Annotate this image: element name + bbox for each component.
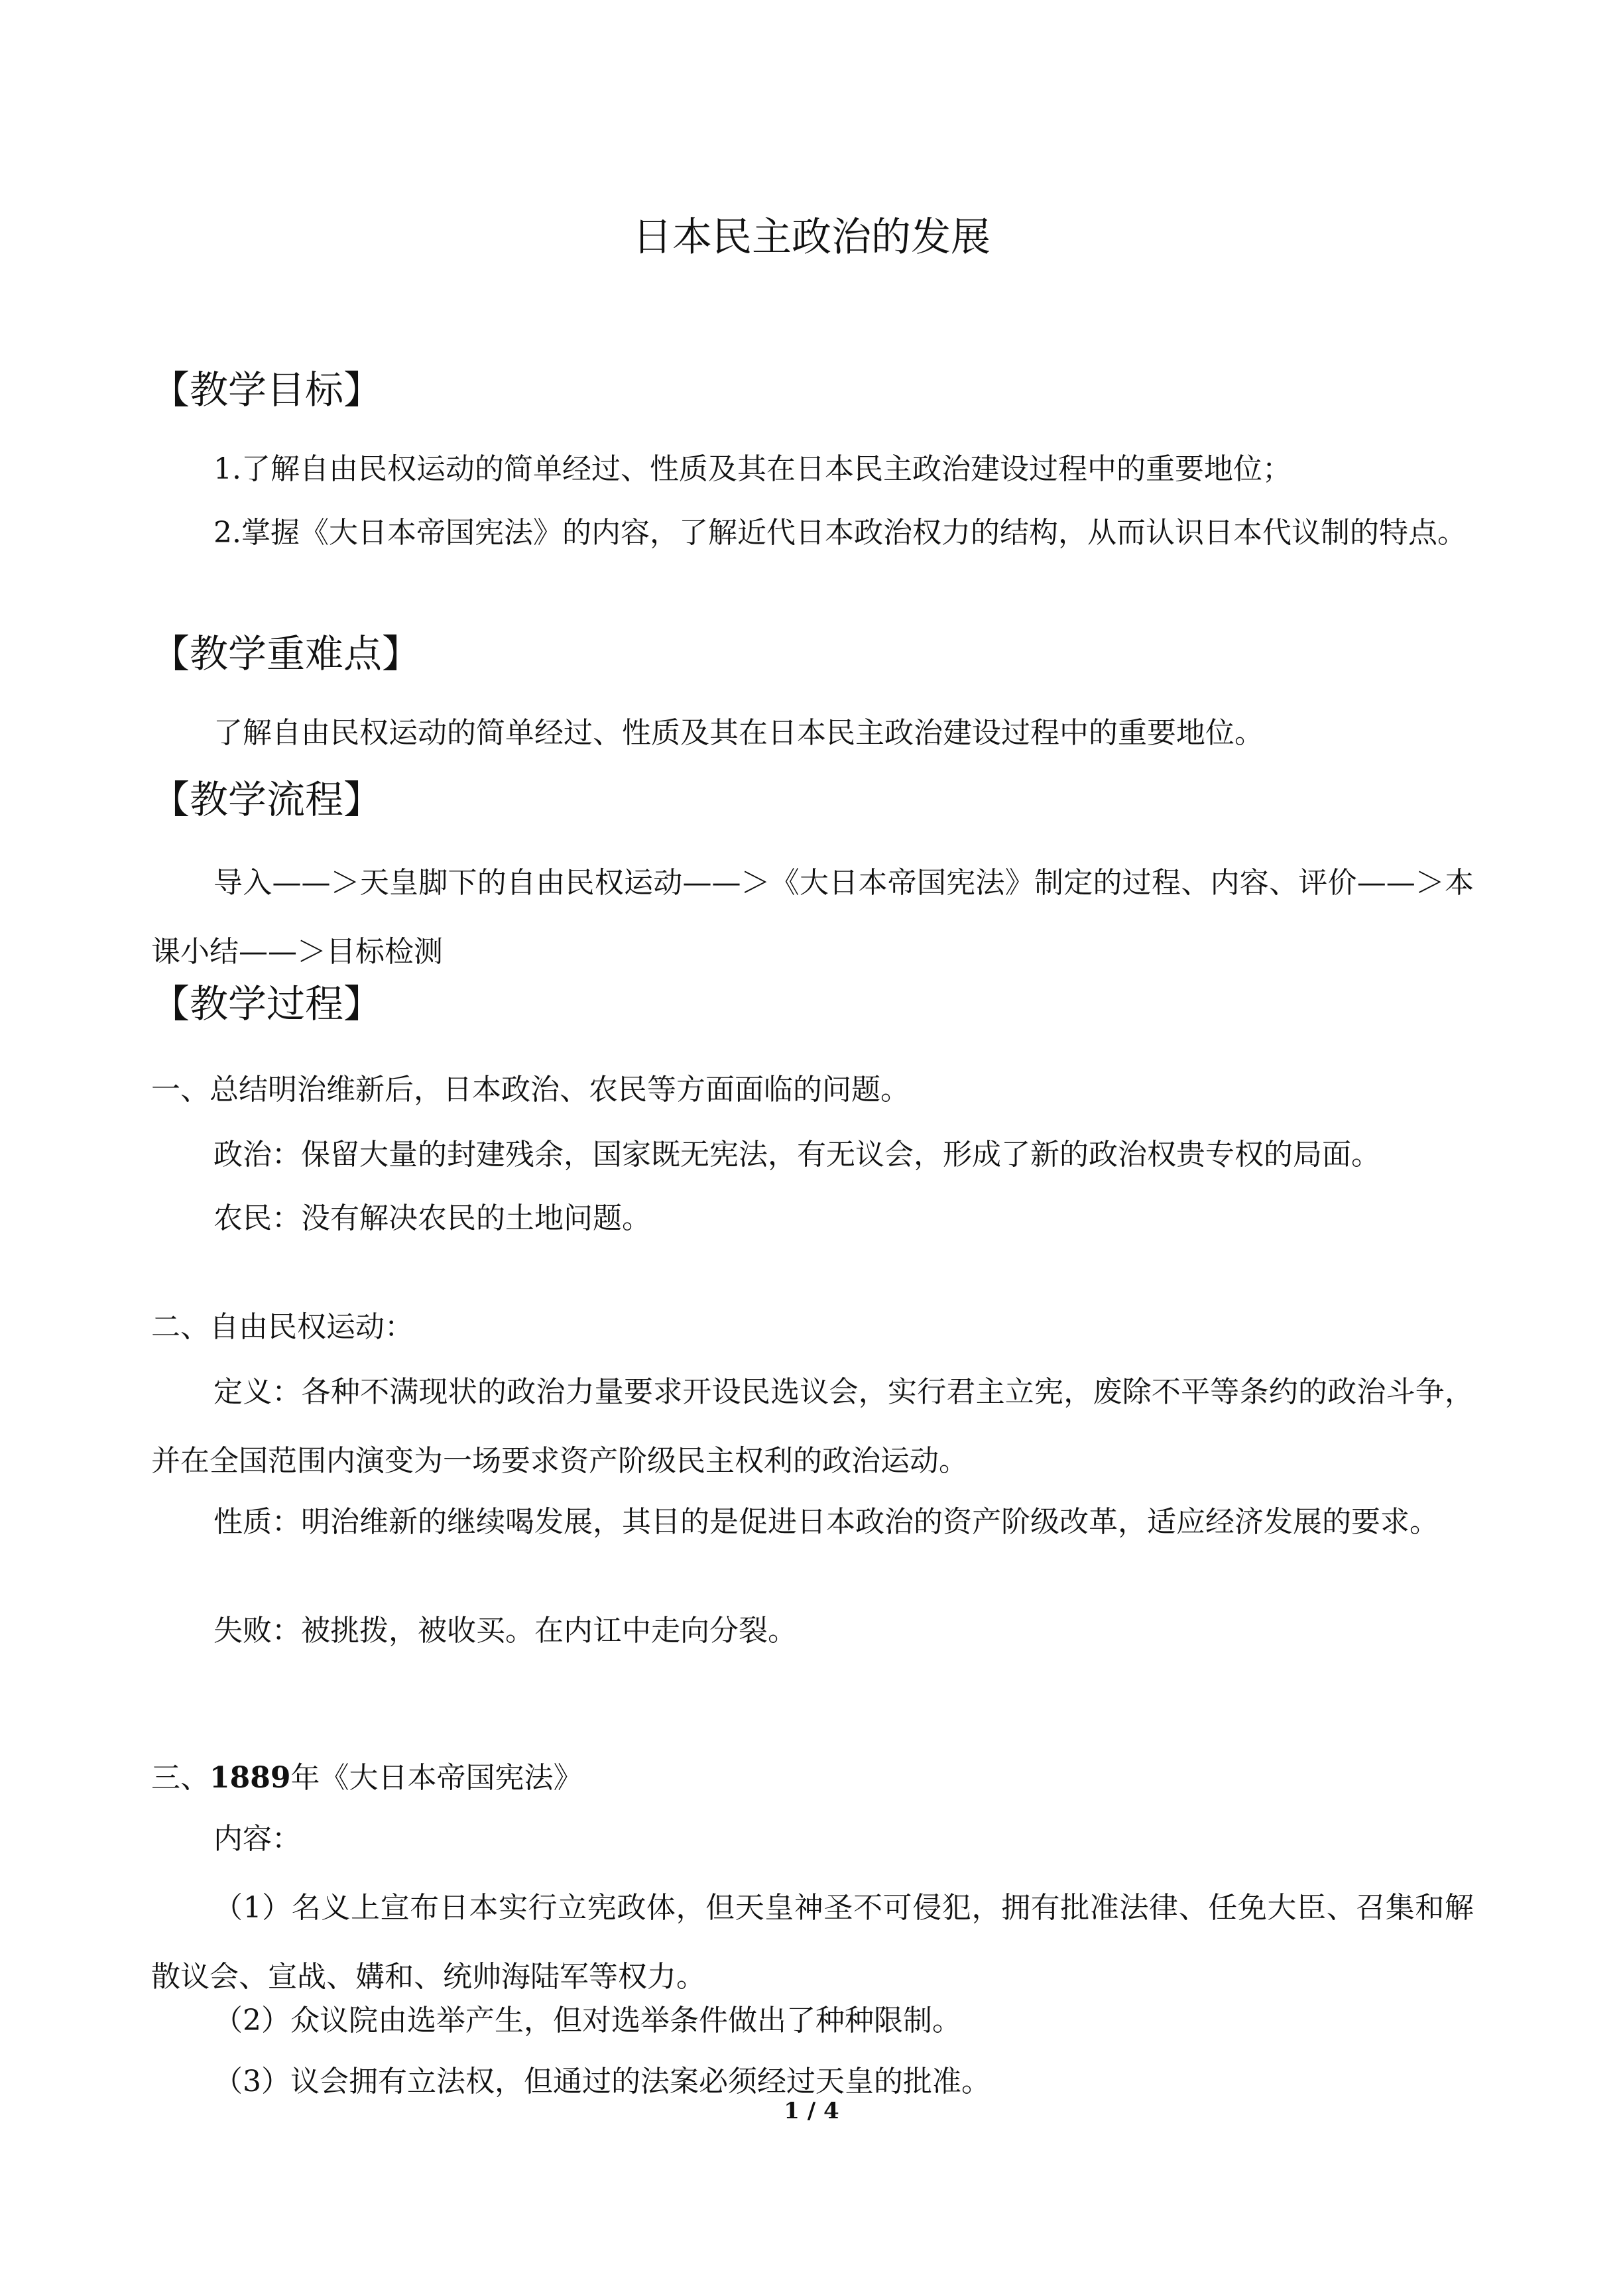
flow-text: 导入——＞天皇脚下的自由民权运动——＞《大日本帝国宪法》制定的过程、内容、评价——＞本课小结——＞目标检测	[151, 866, 1474, 969]
page-title: 日本民主政治的发展	[632, 214, 991, 261]
heading-flow: 【教学流程】	[151, 777, 383, 822]
part3-item-1: （1）名义上宣布日本实行立宪政体，但天皇神圣不可侵犯，拥有批准法律、任免大臣、召集和解散议会、宣战、媾和、统帅海陆军等权力。	[151, 1891, 1474, 1994]
part3-title-suffix: 年《大日本帝国宪法》	[290, 1761, 583, 1795]
part3-title	[151, 1758, 582, 1798]
part1-title: 一、总结明治维新后，日本政治、农民等方面面临的问题。	[151, 1073, 910, 1107]
part3-item-2: （2）众议院由选举产生，但对选举条件做出了种种限制。	[213, 2004, 961, 2037]
part2-nature: 性质：明治维新的继续喝发展，其目的是促进日本政治的资产阶级改革，适应经济发展的要求。	[213, 1505, 1439, 1539]
part1-farmers: 农民：没有解决农民的土地问题。	[213, 1201, 651, 1235]
part3-item-3: （3）议会拥有立法权，但通过的法案必须经过天皇的批准。	[213, 2065, 991, 2098]
objective-2: 2.掌握《大日本帝国宪法》的内容，了解近代日本政治权力的结构，从而认识日本代议制的特点。	[213, 516, 1467, 550]
objective-1: 1.了解自由民权运动的简单经过、性质及其在日本民主政治建设过程中的重要地位；	[213, 452, 1292, 486]
part3-title-year: 1889	[210, 1761, 291, 1795]
page-number: 1 / 4	[784, 2098, 839, 2124]
part2-failure: 失败：被挑拨，被收买。在内讧中走向分裂。	[213, 1614, 797, 1648]
heading-objectives: 【教学目标】	[151, 367, 383, 412]
part3-content-label: 内容：	[213, 1822, 301, 1856]
part2-definition: 定义：各种不满现状的政治力量要求开设民选议会，实行君主立宪，废除不平等条约的政治斗争，并在全国范围内演变为一场要求资产阶级民主权利的政治运动。	[151, 1375, 1474, 1478]
heading-key-points: 【教学重难点】	[151, 631, 421, 676]
part1-politics: 政治：保留大量的封建残余，国家既无宪法，有无议会，形成了新的政治权贵专权的局面。	[213, 1138, 1380, 1172]
key-point-1: 了解自由民权运动的简单经过、性质及其在日本民主政治建设过程中的重要地位。	[213, 716, 1264, 750]
part3-title-prefix: 三、	[151, 1761, 210, 1795]
heading-process: 【教学过程】	[151, 981, 383, 1026]
part2-title: 二、自由民权运动：	[151, 1310, 414, 1344]
